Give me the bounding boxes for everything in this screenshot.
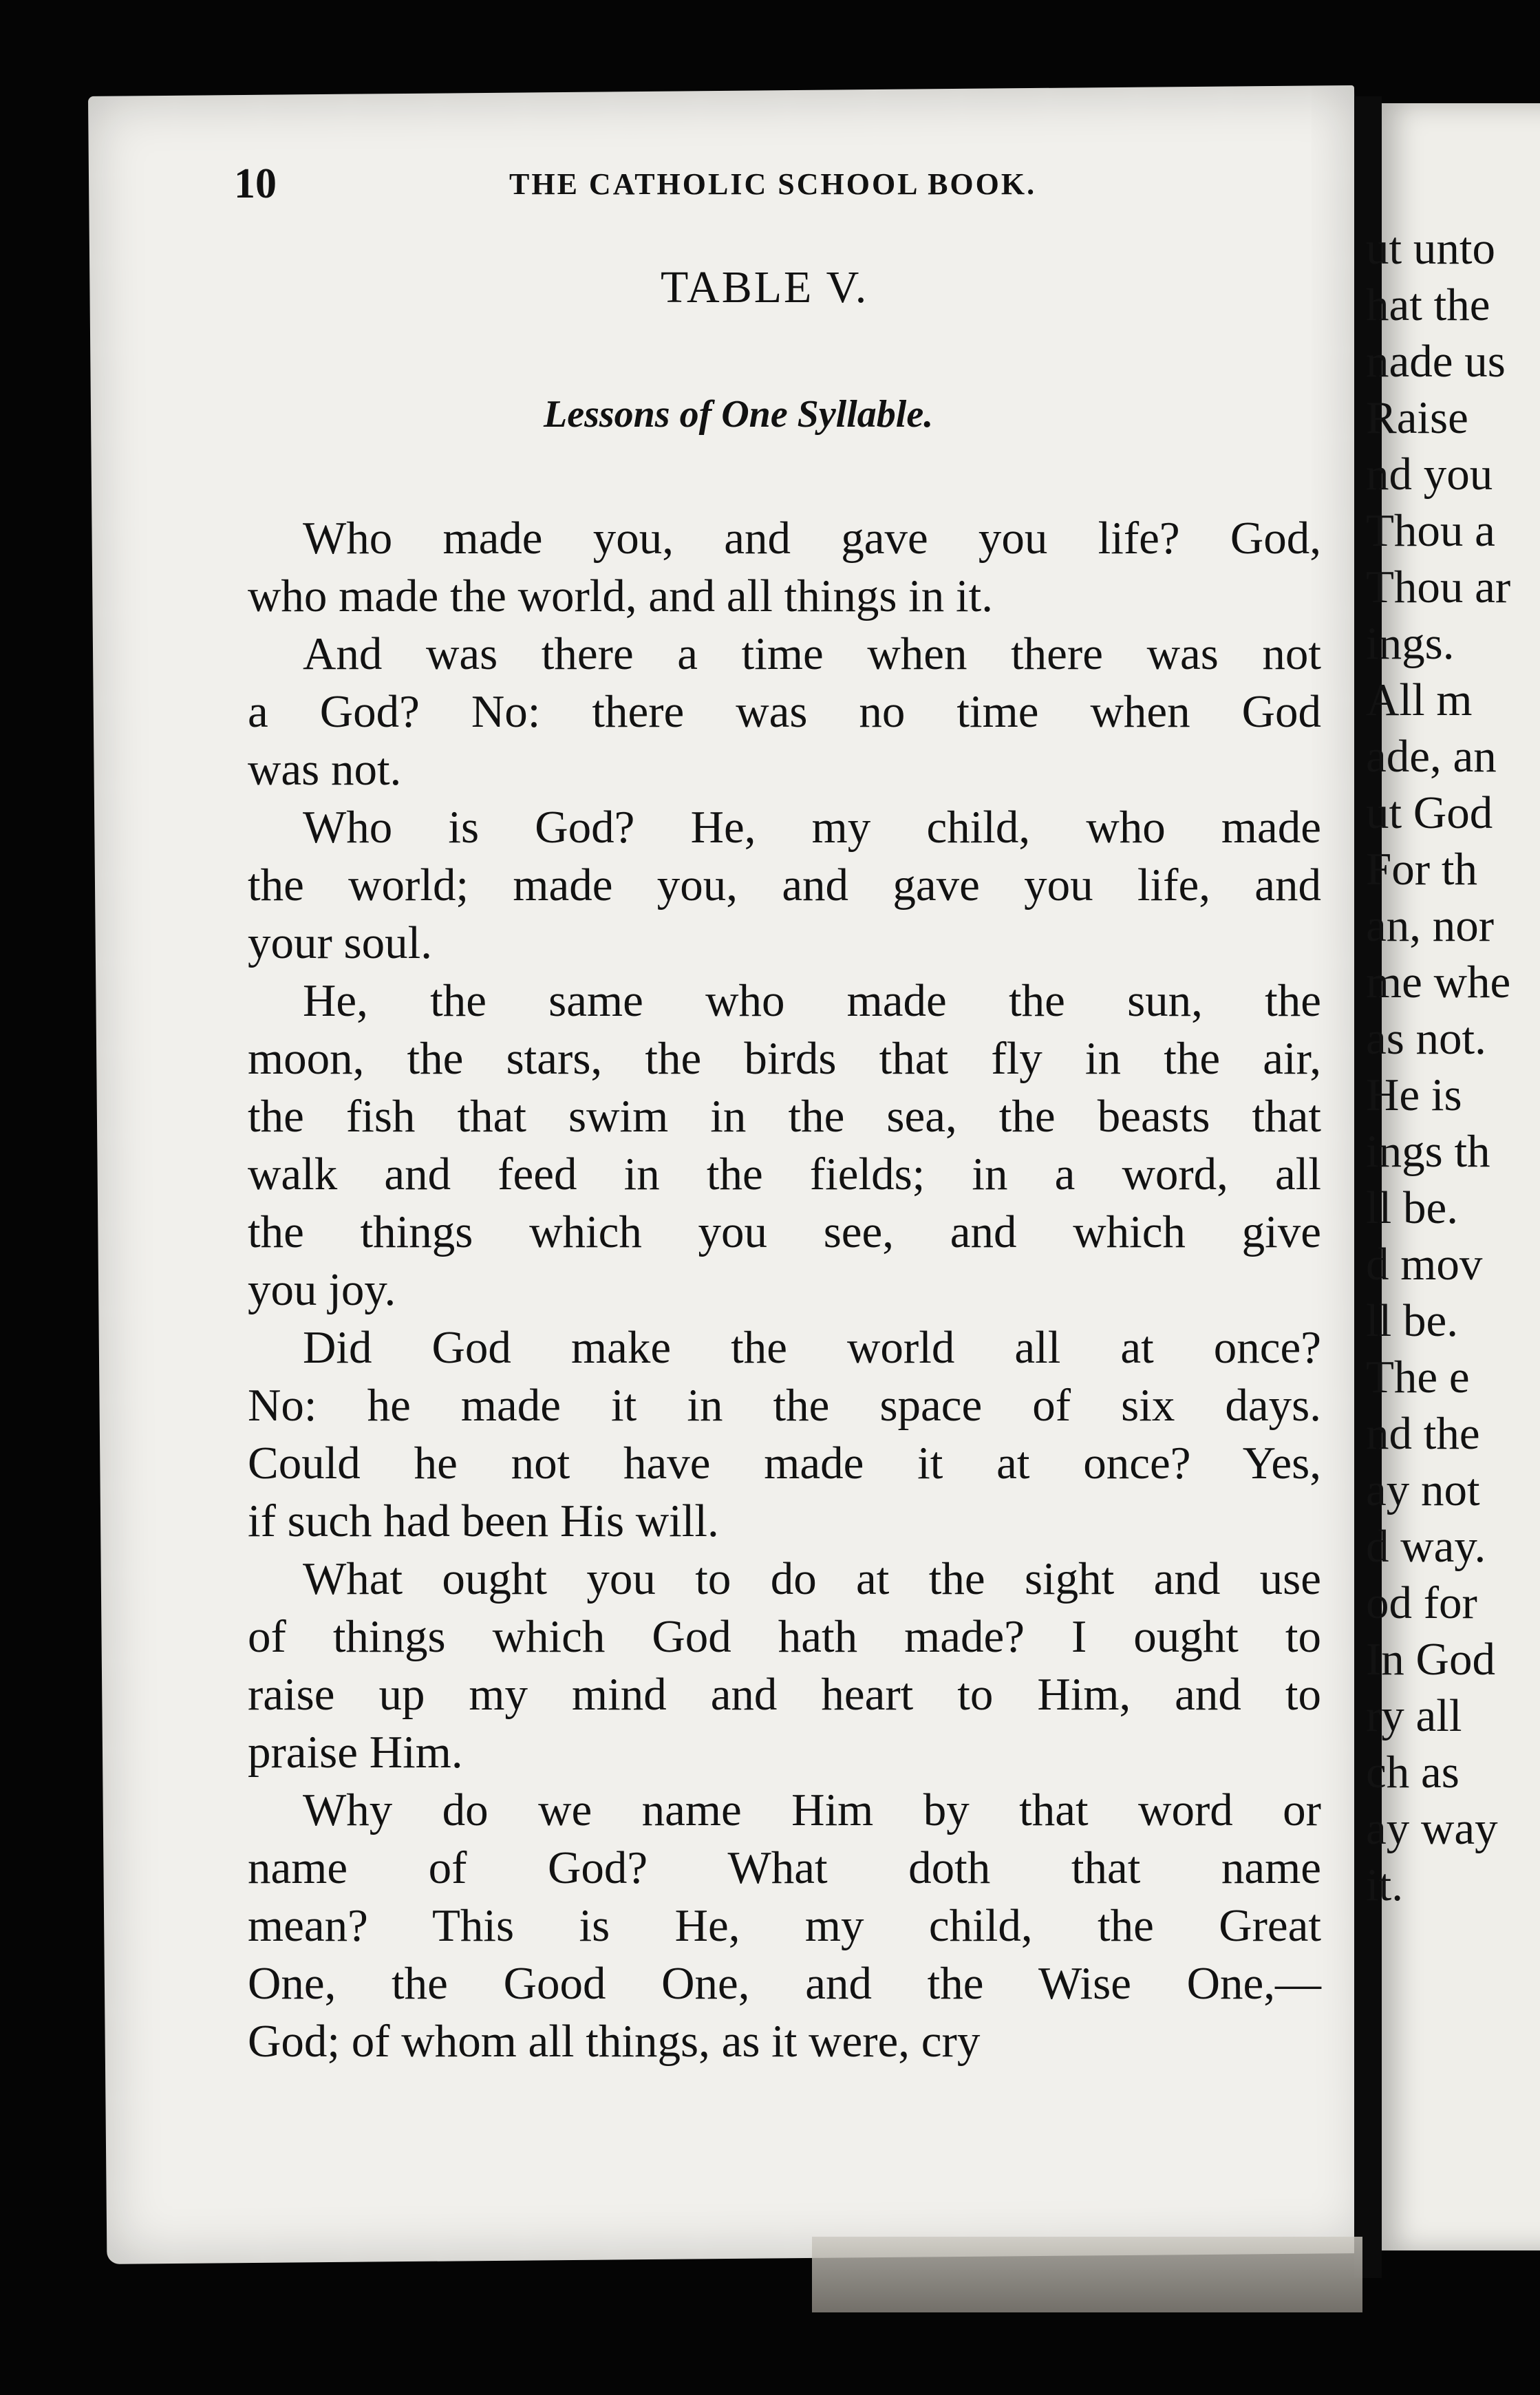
text-line: the fish that swim in the sea, the beasts that [248,1091,1321,1142]
text-line: who made the world, and all things in it. [248,571,993,621]
right-text-fragment: hat the [1366,279,1490,330]
right-text-fragment: an, nor [1366,900,1495,951]
text-line: What ought you to do at the sight and use [303,1553,1321,1604]
right-text-fragment: All m [1366,674,1473,725]
text-line: praise Him. [248,1727,463,1778]
right-text-fragment: In God [1366,1634,1495,1685]
right-text-fragment: nd you [1366,449,1493,500]
right-text-fragment: nd the [1366,1408,1480,1459]
right-text-fragment: Raise [1366,392,1468,443]
right-text-fragment: nade us [1366,336,1506,387]
text-line: if such had been His will. [248,1495,719,1546]
text-line: Did God make the world all at once? [303,1322,1321,1373]
text-line: a God? No: there was no time when God [248,686,1321,737]
text-line: He, the same who made the sun, the [303,975,1321,1026]
right-text-fragment: ut unto [1366,223,1495,274]
text-line: the world; made you, and gave you life, and [248,860,1321,911]
right-text-fragment: ay way [1366,1803,1498,1854]
right-text-fragment: ings th [1366,1126,1490,1177]
right-text-fragment: it. [1366,1860,1403,1910]
right-text-fragment: as not. [1366,1013,1486,1064]
text-line: your soul. [248,917,432,968]
right-text-fragment: ay not [1366,1465,1480,1515]
text-line: mean? This is He, my child, the Great [248,1900,1321,1951]
text-line: No: he made it in the space of six days. [248,1380,1321,1431]
text-line: name of God? What doth that name [248,1842,1321,1893]
text-line: moon, the stars, the birds that fly in the air, [248,1033,1321,1084]
text-line: you joy. [248,1264,396,1315]
text-line: And was there a time when there was not [303,628,1321,679]
page-edge [812,2237,1362,2312]
text-line: Why do we name Him by that word or [303,1785,1321,1835]
right-text-fragment: d mov [1366,1239,1483,1290]
text-line: Could he not have made it at once? Yes, [248,1438,1321,1489]
text-line: One, the Good One, and the Wise One,— [248,1958,1321,2009]
right-text-fragment: od for [1366,1577,1477,1628]
text-line: Who made you, and gave you life? God, [303,513,1321,564]
right-text-fragment: ings. [1366,618,1455,669]
text-line: of things which God hath made? I ought to [248,1611,1321,1662]
right-text-fragment: Thou a [1366,505,1495,556]
right-page-text [1366,220,1540,1913]
right-text-fragment: He is [1366,1069,1462,1120]
text-line: walk and feed in the fields; in a word, all [248,1149,1321,1200]
text-line: God; of whom all things, as it were, cry [248,2016,981,2067]
right-text-fragment: me whe [1366,957,1511,1008]
right-text-fragment: ll be. [1366,1182,1458,1233]
text-line: was not. [248,744,402,795]
right-text-fragment: ch as [1366,1747,1459,1798]
right-text-fragment: For th [1366,844,1477,895]
text-line: raise up my mind and heart to Him, and to [248,1669,1321,1720]
page-number: 10 [234,160,277,207]
right-text-fragment: ll be. [1366,1295,1458,1346]
right-text-fragment: ry all [1366,1690,1462,1741]
lesson-subheading: Lessons of One Syllable. [544,393,934,436]
lesson-body [248,509,1321,2070]
right-text-fragment: d way. [1366,1521,1486,1572]
right-text-fragment: The e [1366,1352,1470,1403]
running-title: THE CATHOLIC SCHOOL BOOK. [509,167,1037,201]
running-head [145,151,1314,207]
right-text-fragment: ade, an [1366,731,1497,782]
text-line: Who is God? He, my child, who made [303,802,1321,853]
right-text-fragment: Thou ar [1366,562,1511,613]
right-text-fragment: ut God [1366,787,1493,838]
table-heading: TABLE V. [661,262,869,312]
text-line: the things which you see, and which give [248,1206,1321,1257]
